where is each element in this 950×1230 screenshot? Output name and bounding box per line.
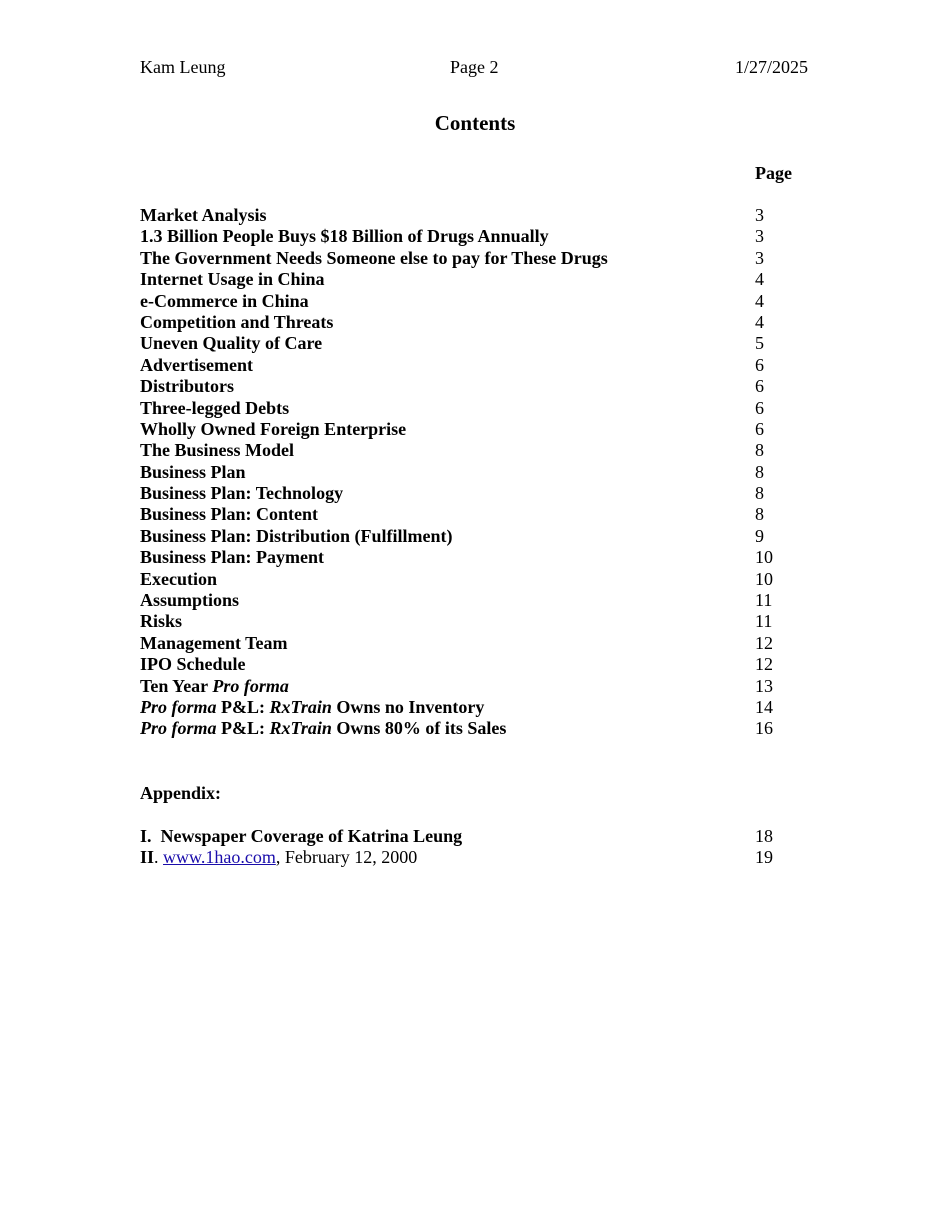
toc-entry-page: 14 (755, 696, 773, 717)
toc-entry-page: 8 (755, 440, 764, 461)
contents-title: Contents (434, 111, 516, 135)
toc-entry (140, 291, 820, 312)
toc-entry-80pct (140, 718, 820, 739)
title-italic-2: RxTrain (269, 718, 332, 739)
toc-entry-title: The Government Needs Someone else to pay for These Drugs (140, 247, 608, 268)
header-date: 1/27/2025 (735, 57, 809, 77)
toc-entry-page: 6 (755, 376, 764, 397)
toc-entry-title: The Business Model (140, 440, 295, 461)
toc-entry-page: 8 (755, 483, 764, 504)
appendix-entry-page: 19 (755, 847, 773, 868)
toc-entry-title: Three-legged Debts (140, 397, 290, 418)
appendix-title: Newspaper Coverage of Katrina Leung (160, 826, 463, 846)
title-mid: P&L: (216, 696, 270, 717)
toc-entry-title: Business Plan: Content (140, 504, 319, 525)
toc-entry-page: 13 (755, 675, 773, 696)
appendix-numeral: I. (140, 826, 152, 846)
toc-entry (140, 633, 820, 654)
toc-entry-title: Advertisement (140, 354, 253, 375)
toc-entry (140, 398, 820, 419)
toc-entry-page: 6 (755, 354, 764, 375)
toc-entry-page: 5 (755, 333, 764, 354)
table-of-contents (140, 205, 820, 740)
page-header (0, 57, 950, 79)
title-rest: Owns 80% of its Sales (331, 718, 507, 739)
toc-entry (140, 654, 820, 675)
toc-entry (140, 269, 820, 290)
toc-entry (140, 355, 820, 376)
toc-entry (140, 419, 820, 440)
toc-entry-title: Business Plan: Technology (140, 483, 344, 504)
toc-entry-page: 10 (755, 547, 773, 568)
toc-entry (140, 526, 820, 547)
appendix-entry (140, 826, 820, 847)
appendix-date: , February 12, 2000 (275, 847, 418, 868)
toc-entry-title: Distributors (140, 376, 234, 397)
toc-entry-title: Uneven Quality of Care (140, 333, 323, 354)
toc-entry-title: 1.3 Billion People Buys $18 Billion of Drugs Annually (140, 226, 549, 247)
appendix-entry (140, 847, 820, 868)
toc-entry-title: Wholly Owned Foreign Enterprise (140, 418, 407, 439)
toc-entry (140, 376, 820, 397)
toc-entry-page: 11 (755, 611, 773, 632)
header-page-number: Page 2 (450, 57, 499, 77)
toc-entry-page: 8 (755, 461, 764, 482)
toc-entry-title: IPO Schedule (140, 654, 246, 675)
toc-entry-page: 4 (755, 311, 764, 332)
toc-entry-page: 11 (755, 590, 773, 611)
title-rest: Owns no Inventory (331, 696, 485, 717)
toc-entry-page: 4 (755, 269, 764, 290)
toc-entry (140, 440, 820, 461)
toc-entry-title: e-Commerce in China (140, 290, 309, 311)
toc-entry (140, 205, 820, 226)
toc-entry-title: Risks (140, 611, 183, 632)
toc-entry-title: Business Plan: Payment (140, 547, 325, 568)
toc-entry-title (140, 718, 506, 739)
toc-entry (140, 547, 820, 568)
title-italic: Pro forma (212, 675, 289, 696)
appendix-label: Appendix: (140, 783, 222, 803)
toc-entry (140, 483, 820, 504)
toc-entry (140, 462, 820, 483)
toc-entry-ten-year (140, 676, 820, 697)
toc-entry-page: 3 (755, 247, 764, 268)
title-italic-1: Pro forma (140, 718, 217, 739)
toc-entry (140, 590, 820, 611)
toc-entry (140, 226, 820, 247)
toc-entry (140, 504, 820, 525)
toc-entry-title: Business Plan: Distribution (Fulfillment) (140, 525, 453, 546)
title-mid: P&L: (216, 718, 270, 739)
toc-entry-title: Management Team (140, 632, 288, 653)
page-column-label: Page (755, 163, 792, 183)
toc-entry-page: 16 (755, 718, 773, 739)
appendix-list (140, 826, 820, 869)
appendix-numeral: II (140, 847, 155, 868)
toc-entry-page: 8 (755, 504, 764, 525)
toc-entry-title: Business Plan (140, 461, 246, 482)
appendix-entry-page: 18 (755, 826, 773, 846)
toc-entry (140, 333, 820, 354)
toc-entry-page: 9 (755, 525, 764, 546)
toc-entry (140, 312, 820, 333)
toc-entry (140, 569, 820, 590)
toc-entry-title (140, 676, 289, 697)
toc-entry-title: Internet Usage in China (140, 269, 325, 290)
title-italic-2: RxTrain (269, 696, 332, 717)
toc-entry-page: 10 (755, 568, 773, 589)
toc-entry-page: 12 (755, 632, 773, 653)
toc-entry-page: 6 (755, 397, 764, 418)
toc-entry-title: Assumptions (140, 590, 240, 611)
appendix-separator: . (154, 847, 164, 868)
website-link[interactable]: www.1hao.com (163, 847, 276, 868)
title-prefix: Ten Year (140, 675, 213, 696)
toc-entry (140, 611, 820, 632)
toc-entry-page: 3 (755, 226, 764, 247)
toc-entry-page: 6 (755, 418, 764, 439)
toc-entry-page: 4 (755, 290, 764, 311)
toc-entry-title: Market Analysis (140, 205, 267, 225)
toc-entry-page: 12 (755, 654, 773, 675)
toc-entry-no-inventory (140, 697, 820, 718)
toc-entry (140, 248, 820, 269)
appendix-entry-title (140, 826, 462, 847)
toc-entry-title: Competition and Threats (140, 311, 334, 332)
appendix-entry-title (140, 847, 417, 868)
toc-entry-page: 3 (755, 205, 764, 225)
title-italic-1: Pro forma (140, 696, 217, 717)
toc-entry-title (140, 697, 484, 718)
header-author: Kam Leung (140, 57, 226, 77)
toc-entry-title: Execution (140, 568, 218, 589)
